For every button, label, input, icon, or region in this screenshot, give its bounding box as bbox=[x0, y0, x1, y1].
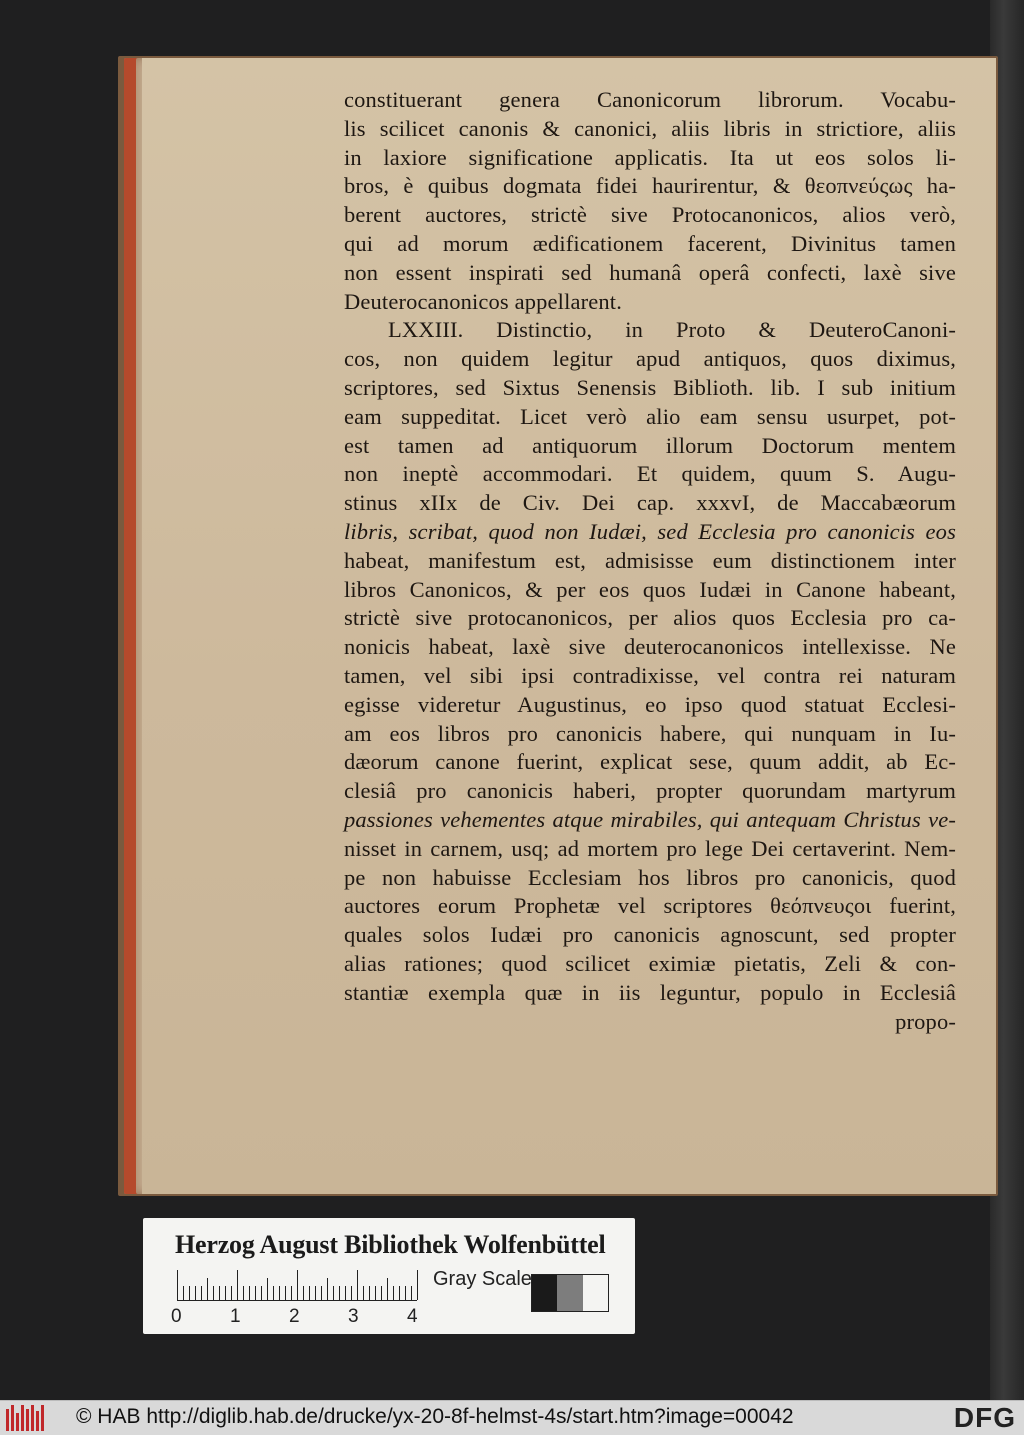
text-line: constituerant genera Canonicorum librorum. Vocabu- bbox=[344, 87, 956, 112]
hab-logo-icon bbox=[6, 1405, 46, 1431]
ruler-tick bbox=[417, 1270, 418, 1300]
gray-scale-label: Gray Scale bbox=[433, 1268, 532, 1290]
ruler-scale bbox=[177, 1270, 437, 1304]
ruler-number: 0 bbox=[171, 1306, 182, 1327]
text-line: dæorum canone fuerint, explicat sese, quum addit, ab Ec- bbox=[344, 749, 956, 775]
text-line: clesiâ pro canonicis haberi, propter quorundam martyrum bbox=[344, 778, 956, 804]
ruler-tick bbox=[261, 1286, 262, 1300]
ruler-tick bbox=[399, 1286, 400, 1300]
footer-bar bbox=[0, 1400, 1024, 1435]
ruler-tick bbox=[339, 1286, 340, 1300]
gray-scale-swatches bbox=[531, 1274, 609, 1312]
ruler-tick bbox=[321, 1286, 322, 1300]
ruler-tick bbox=[243, 1286, 244, 1300]
text-line: alias rationes; quod scilicet eximiæ pietatis, Zeli & con- bbox=[344, 950, 956, 976]
swatch-gray bbox=[557, 1275, 582, 1311]
ruler-tick bbox=[309, 1286, 310, 1300]
text-line: quales solos Iudæi pro canonicis agnoscunt, sed propter bbox=[344, 922, 956, 948]
text-line: non ineptè accommodari. Et quidem, quum S. Augu- bbox=[344, 461, 956, 487]
ruler-baseline bbox=[177, 1300, 417, 1301]
ruler-tick bbox=[255, 1286, 256, 1300]
ruler-number: 2 bbox=[289, 1306, 300, 1327]
ruler-tick bbox=[201, 1286, 202, 1300]
ruler-number: 3 bbox=[348, 1306, 359, 1327]
text-line: tamen, vel sibi ipsi contradixisse, vel contra rei naturam bbox=[344, 662, 956, 688]
text-line: scriptores, sed Sixtus Senensis Biblioth. lib. I sub initium bbox=[344, 374, 956, 400]
ruler-tick bbox=[375, 1286, 376, 1300]
text-line: bros, è quibus dogmata fidei haurirentur, & θεοπνεύςως ha- bbox=[344, 173, 956, 199]
dfg-logo: DFG bbox=[953, 1402, 1016, 1433]
swatch-white bbox=[583, 1275, 608, 1311]
ruler-tick bbox=[351, 1286, 352, 1300]
ruler-tick bbox=[213, 1286, 214, 1300]
text-line: pe non habuisse Ecclesiam hos libros pro canonicis, quod bbox=[344, 864, 956, 890]
ruler-tick bbox=[177, 1270, 178, 1300]
ruler-tick bbox=[315, 1286, 316, 1300]
ruler-tick bbox=[303, 1286, 304, 1300]
ruler-tick bbox=[267, 1278, 268, 1300]
ruler-tick bbox=[381, 1286, 382, 1300]
text-line: eam suppeditat. Licet verò alio eam sensu usurpet, pot- bbox=[344, 403, 956, 429]
text-line: libros Canonicos, & per eos quos Iudæi in Canone habeant, bbox=[344, 576, 956, 602]
ruler-tick bbox=[219, 1286, 220, 1300]
text-line: nonicis habeat, laxè sive deuterocanonicos intellexisse. Ne bbox=[344, 634, 956, 660]
page-text bbox=[344, 86, 956, 1036]
library-name: Herzog August Bibliothek Wolfenbüttel bbox=[175, 1230, 606, 1259]
ruler-tick bbox=[363, 1286, 364, 1300]
ruler-tick bbox=[327, 1278, 328, 1300]
ruler-tick bbox=[237, 1270, 238, 1300]
text-line: passiones vehementes atque mirabiles, qui antequam Christus ve- bbox=[344, 806, 956, 832]
ruler-tick bbox=[207, 1278, 208, 1300]
section-heading-line: LXXIII. Distinctio, in Proto & DeuteroCanoni- bbox=[388, 317, 956, 343]
ruler-tick bbox=[273, 1286, 274, 1300]
ruler-number: 1 bbox=[230, 1306, 241, 1327]
text-line: strictè sive protocanonicos, per alios quos Ecclesia pro ca- bbox=[344, 605, 956, 631]
ruler-tick bbox=[405, 1286, 406, 1300]
ruler-tick bbox=[393, 1286, 394, 1300]
ruler-number: 4 bbox=[407, 1306, 418, 1327]
ruler-tick bbox=[411, 1286, 412, 1300]
text-line: Deuterocanonicos appellarent. bbox=[344, 288, 622, 314]
ruler-tick bbox=[291, 1286, 292, 1300]
ruler-tick bbox=[285, 1286, 286, 1300]
ruler-tick bbox=[225, 1286, 226, 1300]
catchword: propo- bbox=[895, 1008, 956, 1034]
ruler-tick bbox=[333, 1286, 334, 1300]
text-line: libris, scribat, quod non Iudæi, sed Ecclesia pro canonicis eos bbox=[344, 518, 956, 544]
ruler-tick bbox=[369, 1286, 370, 1300]
text-line: nisset in carnem, usq; ad mortem pro lege Dei certaverint. Nem- bbox=[344, 835, 956, 861]
color-reference-card bbox=[143, 1218, 635, 1334]
text-line: egisse videretur Augustinus, eo ipso quod statuat Ecclesi- bbox=[344, 691, 956, 717]
ruler-tick bbox=[189, 1286, 190, 1300]
text-line: stinus xIIx de Civ. Dei cap. xxxvI, de Maccabæorum bbox=[344, 490, 956, 516]
ruler-tick bbox=[183, 1286, 184, 1300]
text-line: berent auctores, strictè sive Protocanonicos, alios verò, bbox=[344, 202, 956, 228]
ruler-tick bbox=[297, 1270, 298, 1300]
text-line: in laxiore significatione applicatis. Ita ut eos solos li- bbox=[344, 144, 956, 170]
text-line: habeat, manifestum est, admisisse eum distinctionem inter bbox=[344, 547, 956, 573]
text-line: stantiæ exempla quæ in iis leguntur, populo in Ecclesiâ bbox=[344, 979, 956, 1005]
text-line: lis scilicet canonis & canonici, aliis libris in strictiore, aliis bbox=[344, 115, 956, 141]
text-line: auctores eorum Prophetæ vel scriptores θεόπνευςοι fuerint, bbox=[344, 893, 956, 919]
ruler-tick bbox=[345, 1286, 346, 1300]
ruler-tick bbox=[279, 1286, 280, 1300]
ruler-tick bbox=[249, 1286, 250, 1300]
text-line: cos, non quidem legitur apud antiquos, quos diximus, bbox=[344, 346, 956, 372]
swatch-black bbox=[532, 1275, 557, 1311]
ruler-tick bbox=[357, 1270, 358, 1300]
ruler-tick bbox=[195, 1286, 196, 1300]
text-line: am eos libros pro canonicis habere, qui nunquam in Iu- bbox=[344, 720, 956, 746]
source-url[interactable]: © HAB http://diglib.hab.de/drucke/yx-20-8f-helmst-4s/start.htm?image=00042 bbox=[76, 1405, 794, 1428]
text-line: est tamen ad antiquorum illorum Doctorum mentem bbox=[344, 432, 956, 458]
text-line: qui ad morum ædificationem facerent, Divinitus tamen bbox=[344, 230, 956, 256]
ruler-tick bbox=[387, 1278, 388, 1300]
text-line: non essent inspirati sed humanâ operâ confecti, laxè sive bbox=[344, 259, 956, 285]
ruler-tick bbox=[231, 1286, 232, 1300]
